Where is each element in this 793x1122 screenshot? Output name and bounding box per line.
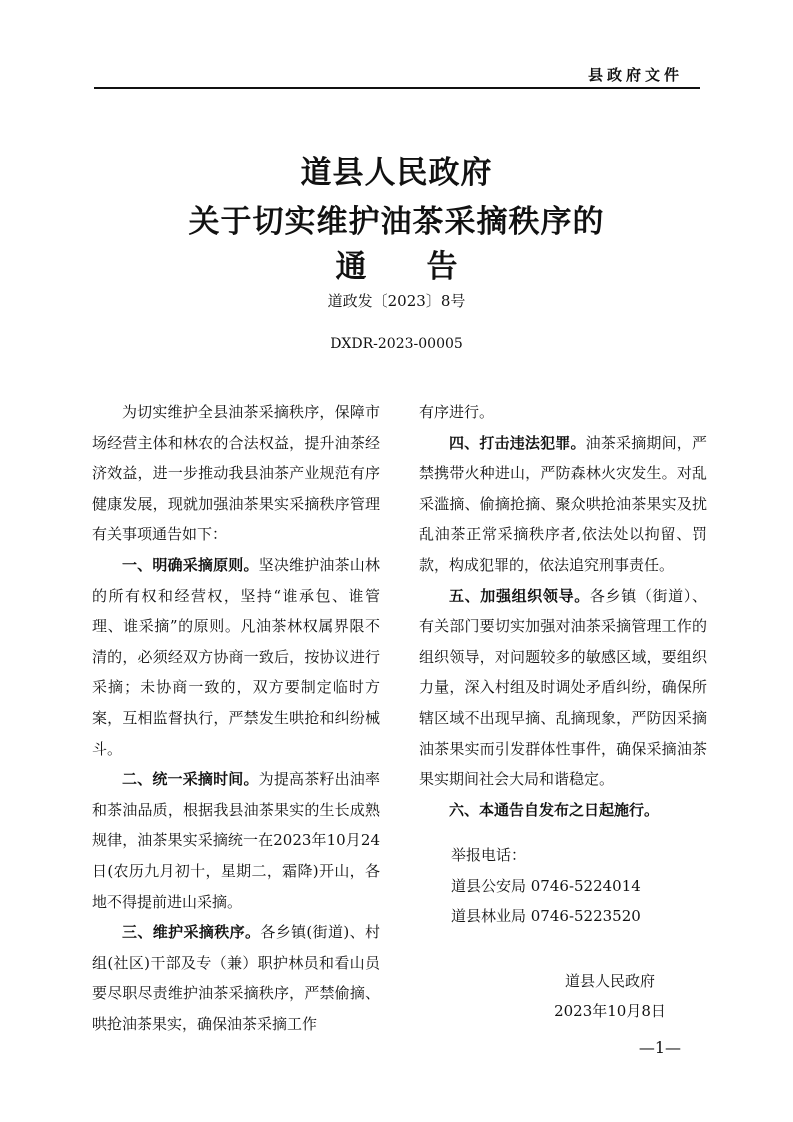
contacts-block [451, 840, 641, 932]
section-6-heading: 六、本通告自发布之日起施行。 [449, 800, 660, 819]
header-rule [94, 87, 700, 89]
section-1 [92, 550, 380, 764]
section-5-heading: 五、加强组织领导。 [449, 586, 590, 605]
body-column-right [419, 397, 707, 825]
header-label: 县政府文件 [587, 66, 683, 84]
section-3 [92, 917, 380, 1039]
section-4-body: 油茶采摘期间，严禁携带火种进山，严防森林火灾发生。对乱采滥摘、偷摘抢摘、聚众哄抢油茶果实及扰乱油茶正常采摘秩序者,依法处以拘留、罚款，构成犯罪的，依法追究刑事责任。 [419, 433, 707, 574]
signature-org: 道县人民政府 [564, 972, 655, 990]
register-number: DXDR-2023-00005 [330, 336, 463, 352]
signature-block [530, 966, 690, 1026]
section-6 [419, 795, 707, 826]
contact-police: 道县公安局 0746-5224014 [451, 876, 641, 895]
body-column-left [92, 397, 380, 1039]
section-5-body: 各乡镇（街道）、有关部门要切实加强对油茶采摘管理工作的组织领导，对问题较多的敏感区域，要组织力量，深入村组及时调处矛盾纠纷，确保所辖区域不出现早摘、乱摘现象，严防因采摘油茶果实而引发群体性事件，确保采摘油茶果实期间社会大局和谐稳定。 [419, 586, 707, 789]
title-line-1: 道县人民政府 [300, 155, 493, 191]
intro-paragraph: 为切实维护全县油茶采摘秩序，保障市场经营主体和林农的合法权益，提升油茶经济效益，进一步推动我县油茶产业规范有序健康发展，现就加强油茶果实采摘秩序管理有关事项通告如下： [92, 403, 380, 544]
section-4-heading: 四、打击违法犯罪。 [449, 433, 586, 452]
section-1-heading: 一、明确采摘原则。 [122, 555, 259, 574]
title-line-2: 关于切实维护油茶采摘秩序的 [188, 204, 605, 240]
section-3-tail: 有序进行。 [419, 403, 495, 421]
contact-forestry: 道县林业局 0746-5223520 [451, 907, 641, 926]
section-4 [419, 428, 707, 581]
document-number: 道政发〔2023〕8号 [327, 292, 466, 310]
section-1-body: 坚决维护油茶山林的所有权和经营权，坚持“谁承包、谁管理、谁采摘”的原则。凡油茶林权属界限不清的，必须经双方协商一致后，按协议进行采摘；未协商一致的，双方要制定临时方案，互相监督执行，严禁发生哄抢和纠纷械斗。 [92, 555, 380, 758]
section-5 [419, 581, 707, 795]
section-3-heading: 三、维护采摘秩序。 [122, 923, 261, 942]
contacts-label: 举报电话： [451, 846, 527, 864]
title-line-3: 通告 [335, 249, 518, 285]
section-2-body: 为提高茶籽出油率和茶油品质，根据我县油茶果实的生长成熟规律，油茶果实采摘统一在2023年10月24日(农历九月初十，星期二，霜降)开山，各地不得提前进山采摘。 [92, 770, 380, 911]
section-2-heading: 二、统一采摘时间。 [122, 770, 259, 789]
section-3-body: 各乡镇(街道)、村组(社区)干部及专（兼）职护林员和看山员要尽职尽责维护油茶采摘秩序，严禁偷摘、哄抢油茶果实，确保油茶采摘工作 [92, 923, 380, 1033]
signature-date: 2023年10月8日 [554, 1002, 666, 1020]
page-number: —1— [638, 1038, 681, 1057]
section-2 [92, 764, 380, 917]
